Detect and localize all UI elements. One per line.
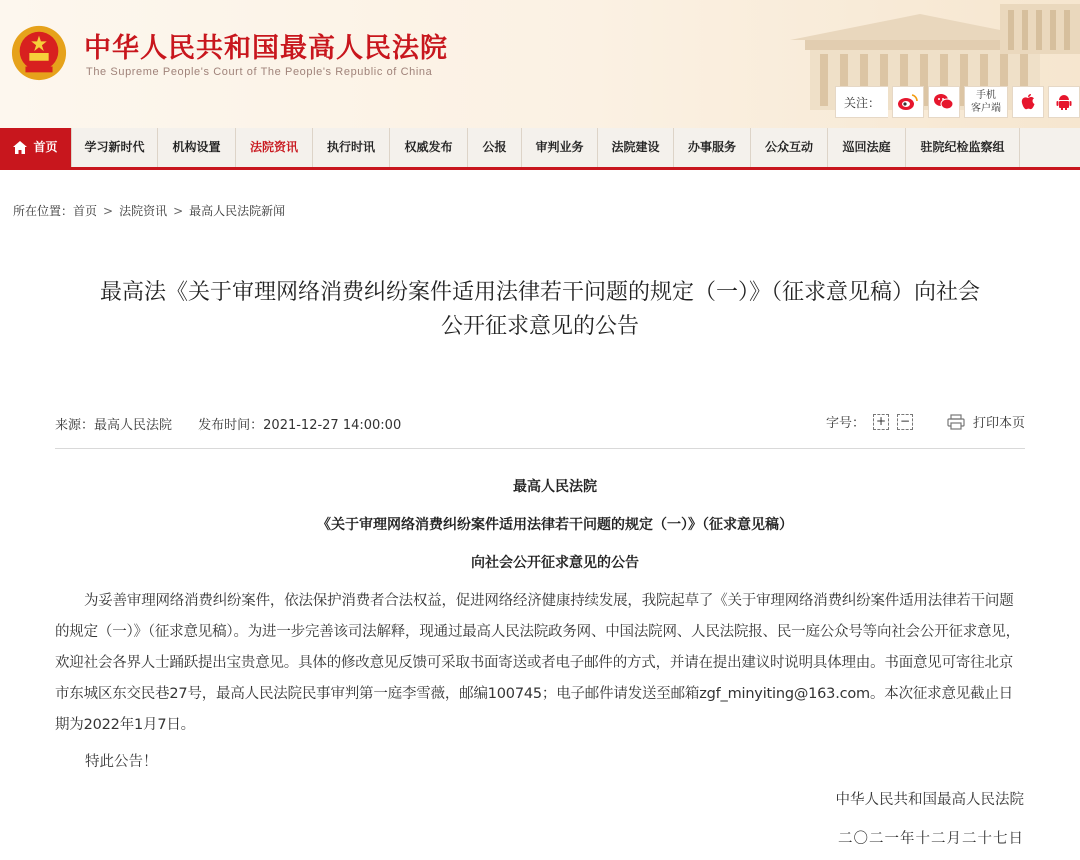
apple-link[interactable] xyxy=(1012,86,1044,118)
article-title-line2: 公开征求意见的公告 xyxy=(440,314,639,339)
nav-item-discipline[interactable]: 驻院纪检监察组 xyxy=(906,128,1020,167)
article-date: 二〇二一年十二月二十七日 xyxy=(838,831,1024,847)
weibo-icon xyxy=(897,93,919,111)
follow-bar xyxy=(835,86,1080,118)
article-signature: 中华人民共和国最高人民法院 xyxy=(835,792,1024,808)
print-button[interactable]: 打印本页 xyxy=(972,416,1025,431)
nav-item-gazette[interactable]: 公报 xyxy=(468,128,522,167)
site-title: 中华人民共和国最高人民法院 xyxy=(84,33,448,64)
android-icon xyxy=(1055,93,1073,111)
nav-item-public-interaction[interactable]: 公众互动 xyxy=(751,128,828,167)
article-publish-time: 发布时间：2021-12-27 14:00:00 xyxy=(198,418,402,433)
font-increase-button[interactable]: + xyxy=(873,414,889,430)
home-icon xyxy=(13,141,27,154)
article-head-regulation: 《关于审理网络消费纠纷案件适用法律若干问题的规定（一）》（征求意见稿） xyxy=(317,517,793,533)
nav-item-study[interactable]: 学习新时代 xyxy=(72,128,158,167)
article-source: 来源：最高人民法院 xyxy=(55,418,173,433)
wechat-icon xyxy=(933,93,955,111)
nav-item-court-construction[interactable]: 法院建设 xyxy=(598,128,674,167)
android-link[interactable] xyxy=(1048,86,1080,118)
site-header xyxy=(0,0,1080,128)
mobile-client-link[interactable] xyxy=(964,86,1008,118)
follow-label: 关注： xyxy=(835,86,888,118)
mobile-client-line2: 客户端 xyxy=(971,103,1001,114)
breadcrumb-court-news[interactable]: 法院资讯 xyxy=(119,204,168,218)
breadcrumb-spc-news[interactable]: 最高人民法院新闻 xyxy=(189,204,286,218)
breadcrumb-home[interactable]: 首页 xyxy=(73,204,98,218)
article-head-notice-title: 向社会公开征求意见的公告 xyxy=(471,555,639,571)
article-body-paragraph: 为妥善审理网络消费纠纷案件，依法保护消费者合法权益，促进网络经济健康持续发展，我院起草了《关于审理网络消费纠纷案件适用法律若干问题的规定（一）》（征求意见稿）。为进一步完善该司法解释，现通过最高人民法院政务网、中国法院网、人民法院报、民一庭公众号等向社会公开征求意见，欢迎社会各界人士踊跃提出宝贵意见。具体的修改意见反馈可采取书面寄送或者电子邮件的方式，并请在提出建议时说明具体理由。书面意见可寄往北京市东城区东交民巷27号，最高人民法院民事审判第一庭李雪薇，邮编100745；电子邮件请发送至邮箱zgf_minyiting@163.com。本次征求意见截止日期为2022年1月7日。 xyxy=(55,593,1020,733)
nav-item-label: 首页 xyxy=(33,140,58,154)
article-meta xyxy=(55,412,1025,436)
nav-item-authority-release[interactable]: 权威发布 xyxy=(390,128,468,167)
article-notice: 特此公告！ xyxy=(85,754,158,770)
nav-item-court-news[interactable]: 法院资讯 xyxy=(236,128,313,167)
nav-item-services[interactable]: 办事服务 xyxy=(674,128,751,167)
breadcrumb-separator: > xyxy=(103,204,114,218)
main-nav xyxy=(0,128,1080,170)
font-size-label: 字号： xyxy=(825,416,865,431)
apple-icon xyxy=(1019,93,1037,111)
breadcrumb-label: 所在位置： xyxy=(13,204,74,218)
wechat-link[interactable] xyxy=(928,86,960,118)
breadcrumb xyxy=(13,202,285,219)
print-icon[interactable] xyxy=(947,414,965,430)
article-title xyxy=(40,276,1040,344)
emblem-icon xyxy=(10,24,68,82)
nav-item-organization[interactable]: 机构设置 xyxy=(158,128,236,167)
weibo-link[interactable] xyxy=(892,86,924,118)
nav-item-circuit-court[interactable]: 巡回法庭 xyxy=(828,128,906,167)
meta-divider xyxy=(55,448,1025,449)
nav-item-trial[interactable]: 审判业务 xyxy=(522,128,598,167)
nav-item-execution-news[interactable]: 执行时讯 xyxy=(313,128,390,167)
font-decrease-button[interactable]: − xyxy=(897,414,913,430)
article-title-line1: 最高法《关于审理网络消费纠纷案件适用法律若干问题的规定（一）》（征求意见稿）向社会 xyxy=(99,280,980,305)
nav-item-home[interactable] xyxy=(0,128,72,167)
site-subtitle: The Supreme People's Court of The People's Republic of China xyxy=(86,66,433,78)
breadcrumb-separator: > xyxy=(173,204,184,218)
mobile-client-line1: 手机 xyxy=(976,90,996,101)
article-head-court: 最高人民法院 xyxy=(513,479,597,495)
